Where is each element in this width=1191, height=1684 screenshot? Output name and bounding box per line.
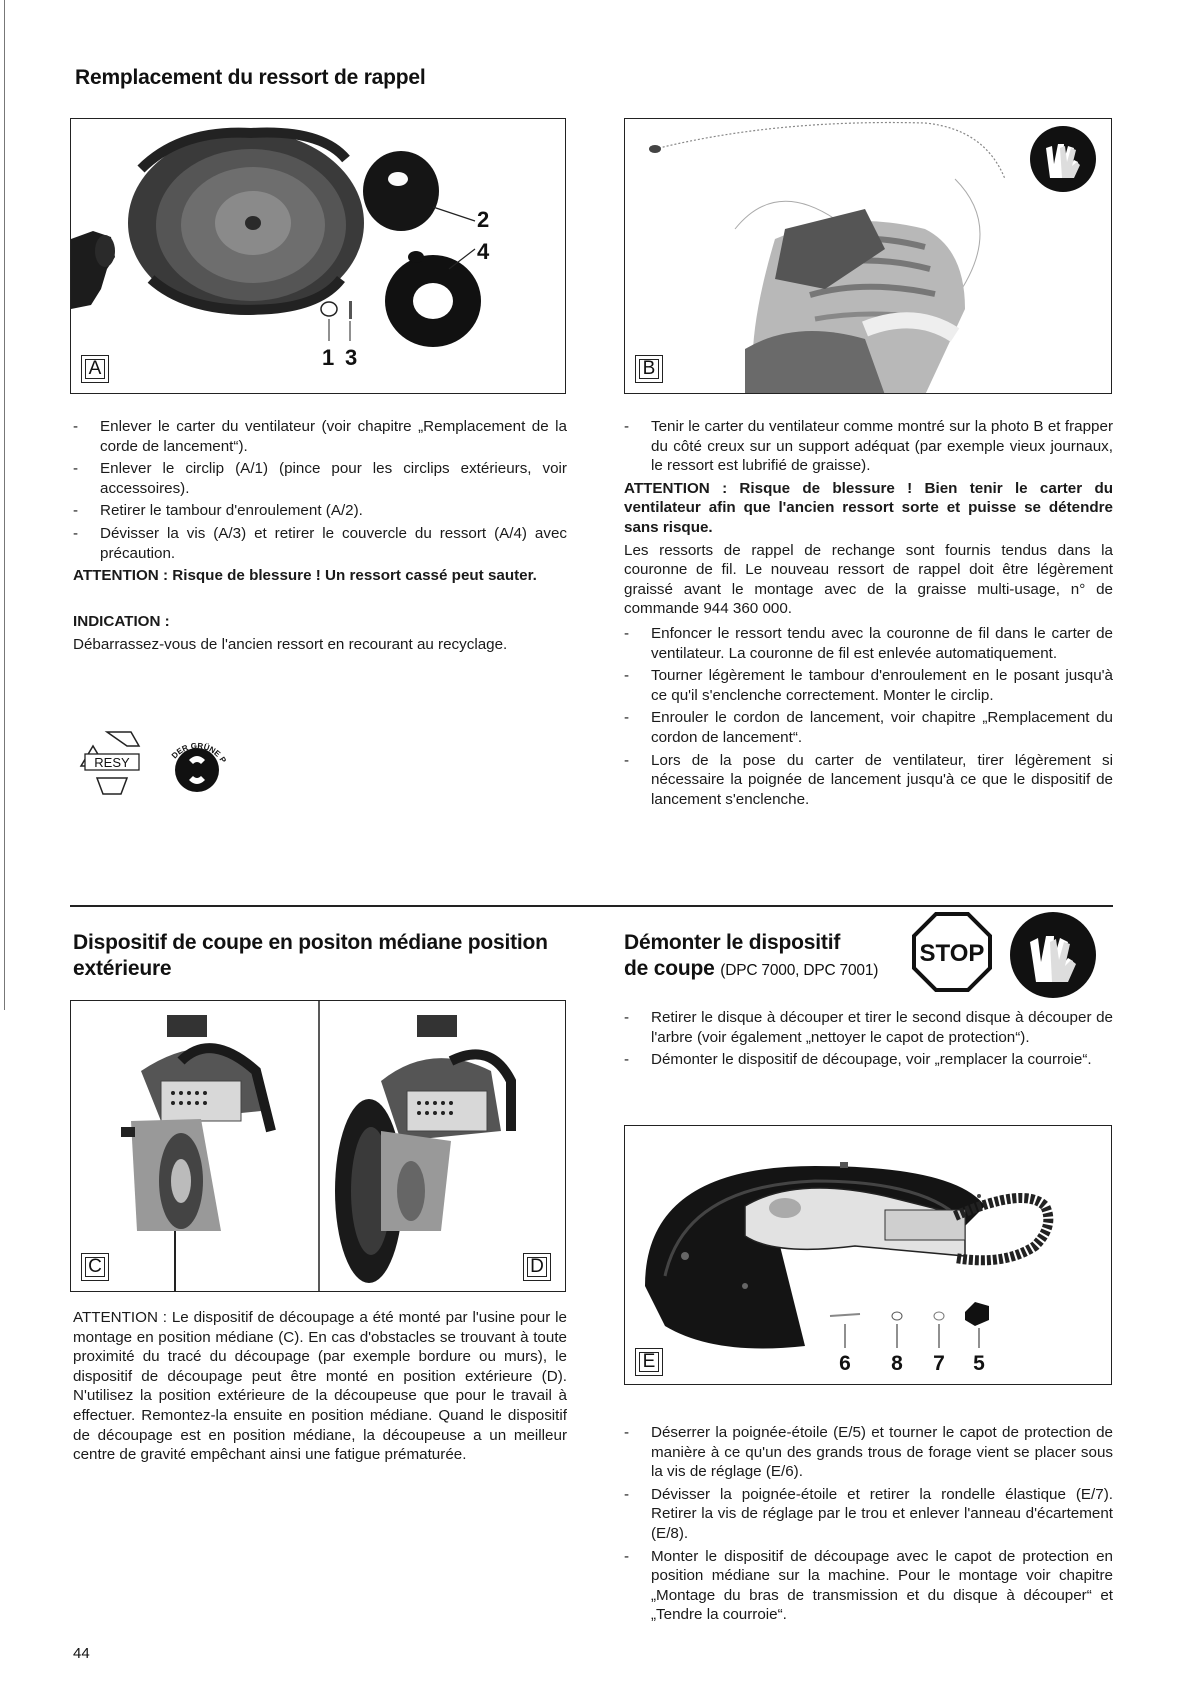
rappel-right-steps-list: [624, 624, 1113, 809]
title-line-1: Démonter le dispositif: [624, 931, 841, 954]
green-dot-text: DER GRÜNE P: [169, 741, 228, 765]
resy-and-green-dot-logos: [77, 726, 247, 798]
section-divider: [70, 905, 1113, 907]
page-number: 44: [73, 1645, 90, 1662]
figure-label-a: A: [81, 355, 109, 383]
dismount-steps-list-2: [624, 1423, 1113, 1625]
list-item: - Enfoncer le ressort tendu avec la couronne de fil dans le carter de ventilateur. La couronne de fil est enlevée automatiquement.: [624, 624, 1113, 663]
gloves-icon: [1010, 912, 1096, 998]
figure-e-blade-guard: [624, 1125, 1112, 1385]
figure-a-starter-housing: [70, 118, 566, 394]
spare-spring-paragraph: Les ressorts de rappel de rechange sont fournis tendus dans la couronne de fil. Le nouveau ressort de rappel doit être légèrement graissé avant le montage avec de la graisse multi-usage, n° de commande 944 360 000.: [624, 541, 1113, 618]
figure-c-d-cutting-positions: [70, 1000, 566, 1292]
resy-logo: [81, 732, 139, 794]
cutting-position-text: ATTENTION : Le dispositif de découpage a été monté par l'usine pour le montage en position médiane (C). En cas d'obstacles se trouvant à toute proximité du tracé du découpage (par exemple bordure ou murs), le dispositif de découpage peut être monté en position extérieure (D). N'utilisez la position extérieure de la découpeuse que pour le travail à effectuer. Remontez-la ensuite en position médiane. Quand le dispositif de découpage est en position médiane, la découpeuse a un meilleur centre de gravité empêchant ainsi une fatigue prématurée.: [73, 1309, 567, 1464]
warning-spring: ATTENTION : Risque de blessure ! Un ressort cassé peut sauter.: [73, 567, 537, 585]
dismount-steps-block-1: [624, 1008, 1113, 1073]
dismount-steps-block-2: [624, 1423, 1113, 1628]
list-item: - Enrouler le cordon de lancement, voir chapitre „Remplacement du cordon de lancement“.: [624, 708, 1113, 747]
callout-1: 1: [322, 345, 335, 370]
figure-c-d-illustration: [71, 1001, 566, 1292]
callout-2: 2: [477, 207, 490, 232]
figure-label-b: B: [635, 355, 663, 383]
section-title-dismount-cutter: [624, 930, 924, 984]
callout-6: 6: [839, 1352, 851, 1375]
recycling-logos: [77, 726, 247, 798]
figure-c-machine: [121, 1015, 271, 1291]
list-item: - Tenir le carter du ventilateur comme montré sur la photo B et frapper du côté creux sur un support adéquat (par exemple vieux journaux, le ressort est lubrifié de graisse).: [624, 417, 1113, 476]
section-title-cutting-position: Dispositif de coupe en positon médiane position extérieure: [73, 931, 548, 980]
list-item: - Dévisser la vis (A/3) et retirer le couvercle du ressort (A/4) avec précaution.: [73, 524, 567, 563]
list-item: - Dévisser la poignée-étoile et retirer la rondelle élastique (E/7). Retirer la vis de réglage par le trou et enlever l'anneau d'écartement (E/8).: [624, 1485, 1113, 1544]
rappel-steps-list: [73, 417, 567, 563]
rappel-left-text: [73, 417, 567, 655]
figure-label-e: E: [635, 1348, 663, 1376]
warning-housing: ATTENTION : Risque de blessure ! Bien tenir le carter du ventilateur afin que l'ancien ressort sorte et puisse se détendre sans risque.: [624, 479, 1113, 536]
callout-3: 3: [345, 345, 358, 370]
rappel-right-first-step: [624, 417, 1113, 476]
list-item: - Démonter le dispositif de découpage, voir „remplacer la courroie“.: [624, 1050, 1113, 1070]
list-item: - Tourner légèrement le tambour d'enroulement en le posant jusqu'à ce qu'il s'enclenche correctement. Monter le circlip.: [624, 666, 1113, 705]
callout-4: 4: [477, 239, 490, 264]
list-item: - Retirer le disque à découper et tirer le second disque à découper de l'arbre (voir également „nettoyer le capot de protection“).: [624, 1008, 1113, 1047]
callout-5: 5: [973, 1352, 985, 1375]
page-edge-line: [4, 0, 5, 1010]
cutting-position-text-block: [73, 1308, 567, 1465]
figure-label-c: C: [81, 1253, 109, 1281]
list-item: - Enlever le circlip (A/1) (pince pour les circlips extérieurs, voir accessoires).: [73, 459, 567, 498]
figure-e-illustration: [625, 1126, 1112, 1385]
list-item: - Retirer le tambour d'enroulement (A/2).: [73, 501, 567, 521]
title-line-2: de coupe: [624, 957, 715, 980]
callout-7: 7: [933, 1352, 945, 1375]
list-item: - Enlever le carter du ventilateur (voir chapitre „Remplacement de la corde de lancement“).: [73, 417, 567, 456]
figure-a-illustration: [71, 119, 566, 394]
stop-sign-text: STOP: [919, 940, 985, 967]
gloves-icon: [1030, 126, 1096, 192]
figure-d-machine: [335, 1015, 511, 1283]
list-item: - Lors de la pose du carter de ventilateur, tirer légèrement si nécessaire la poignée de lancement jusqu'à ce que le dispositif de lancement s'enclenche.: [624, 751, 1113, 810]
resy-logo-text: RESY: [94, 755, 130, 770]
list-item: - Déserrer la poignée-étoile (E/5) et tourner le capot de protection de manière à ce qu'un des grands trous de forage vient se placer sous la vis de réglage (E/6).: [624, 1423, 1113, 1482]
callout-8: 8: [891, 1352, 903, 1375]
dismount-steps-list-1: [624, 1008, 1113, 1070]
indication-text: Débarrassez-vous de l'ancien ressort en recourant au recyclage.: [73, 636, 508, 654]
rappel-right-text: [624, 417, 1113, 812]
list-item: - Monter le dispositif de découpage avec le capot de protection en position médiane sur la machine. Pour le montage voir chapitre „Montage du bras de transmission et du disque à découper“ et „Tendre la courroie“.: [624, 1547, 1113, 1625]
models-note: (DPC 7000, DPC 7001): [720, 962, 879, 979]
stop-sign-icon: [912, 912, 992, 992]
figure-label-d: D: [523, 1253, 551, 1281]
indication-title: INDICATION :: [73, 612, 170, 630]
section-title-ressort-rappel: Remplacement du ressort de rappel: [75, 66, 426, 89]
